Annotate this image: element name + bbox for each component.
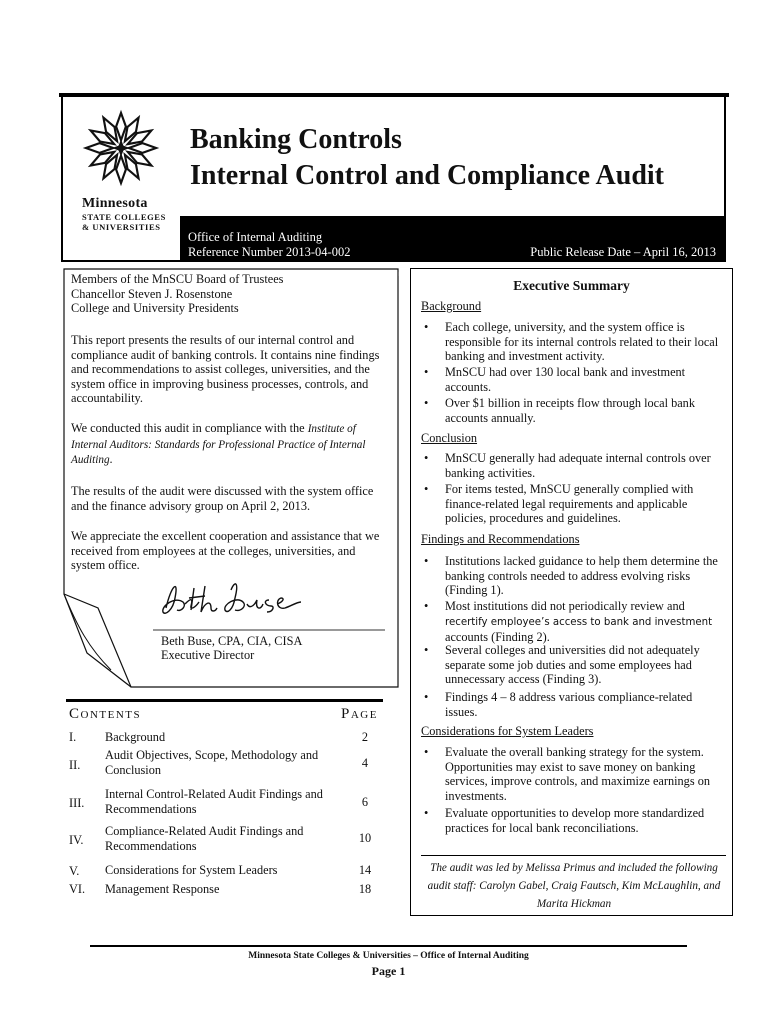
list-item: • Several colleges and universities did not adequately separate some job duties and some employees had unnecessary access (Finding 3). — [424, 643, 700, 687]
contents-heading: CONTENTS — [69, 706, 142, 722]
contents-item-title: Audit Objectives, Scope, Methodology and Conclusion — [105, 748, 319, 777]
standards-title: Institute of Internal Auditors: Standards for Professional Practice of Internal Auditing — [71, 423, 366, 466]
letter-paragraph: The results of the audit were discussed with the system office and the finance advisory group on April 2, 2013. — [71, 484, 374, 513]
signer-title: Executive Director — [161, 648, 255, 662]
reference-number: Reference Number 2013-04-002 — [188, 245, 351, 259]
letter-box — [63, 268, 399, 688]
page-title: Banking Controls — [190, 124, 402, 155]
letter-text: We conducted this audit in compliance with the — [71, 421, 308, 435]
list-item: • Evaluate opportunities to develop more standardized practices for local bank reconciliations. — [424, 806, 705, 835]
bullet-text: Most institutions did not periodically review and — [445, 599, 685, 613]
contents-item-title: Management Response — [105, 882, 220, 896]
footer-rule — [90, 945, 687, 947]
letter-paragraph: This report presents the results of our internal control and compliance audit of banking controls. It contains nine findings and recommendations to assist colleges, universities, and the system office in improving business processes, controls, and accountability. — [71, 333, 380, 405]
letter-paragraph: We appreciate the excellent cooperation and assistance that we received from employees at the colleges, universities, and system office. — [71, 529, 380, 572]
contents-heading-text: ONTENTS — [80, 709, 142, 721]
contents-item-title: Considerations for System Leaders — [105, 863, 278, 877]
section-heading-background: Background — [421, 299, 482, 313]
star-burst-icon — [82, 108, 160, 188]
contents-rule — [66, 699, 383, 702]
contents-item-number: V. — [69, 864, 80, 878]
contents-item-page: 4 — [361, 756, 369, 770]
addressee-line: Members of the MnSCU Board of Trustees — [71, 272, 284, 286]
contents-item-title: Internal Control-Related Audit Findings and Recommendations — [105, 787, 323, 816]
contents-item-title: Compliance-Related Audit Findings and Recommendations — [105, 824, 304, 853]
letter-frame — [63, 268, 399, 688]
bullet-text: MnSCU generally had adequate internal controls over banking activities. — [445, 451, 711, 480]
logo-subtitle: STATE COLLEGES — [82, 212, 166, 222]
addressee-line: Chancellor Steven J. Rosenstone — [71, 286, 233, 301]
office-name: Office of Internal Auditing — [188, 230, 323, 244]
bullet-text: Several colleges and universities did not adequately separate some job duties and some employees had unnecessary access (Finding 3). — [445, 643, 700, 687]
letter-text: . — [109, 452, 113, 466]
page-subtitle: Internal Control and Compliance Audit — [190, 160, 664, 191]
bullet-text: Each college, university, and the system office is responsible for its internal controls related to their local banking and investment activity. — [445, 320, 719, 364]
list-item: • Institutions lacked guidance to help them determine the banking controls needed to address evolving risks (Finding 1). — [424, 554, 718, 598]
list-item: • Most institutions did not periodically review and recertify employee’s access to bank and investment accounts (Finding 2). — [424, 599, 713, 645]
title-band — [180, 216, 726, 262]
audit-staff-note: The audit was led by Melissa Primus and included the following audit staff: Carolyn Gabel, Craig Fautsch, Kim McLaughlin, and Marita Hickman — [427, 862, 721, 910]
addressee-line: College and University Presidents — [71, 301, 239, 315]
logo-name: Minnesota — [82, 196, 148, 211]
contents-item-number: VI. — [69, 882, 86, 896]
contents-page-heading-text: AGE — [350, 709, 378, 721]
contents-item-number: IV. — [69, 833, 84, 847]
list-item: • For items tested, MnSCU generally complied with finance-related legal requirements and applicable policies, procedures and guidelines. — [424, 482, 694, 526]
list-item: • Over $1 billion in receipts flow through local bank accounts annually. — [424, 396, 695, 425]
contents-item-number: II. — [69, 758, 81, 772]
bullet-text: Evaluate opportunities to develop more standardized practices for local bank reconciliations. — [445, 806, 705, 835]
bullet-text: Over $1 billion in receipts flow through local bank accounts annually. — [445, 396, 695, 425]
contents-item-page: 14 — [358, 863, 372, 877]
section-heading-considerations: Considerations for System Leaders — [421, 724, 594, 738]
section-heading-conclusion: Conclusion — [421, 431, 478, 445]
bullet-text: recertify employee’s access to bank and investment — [445, 616, 713, 628]
page-number: Page 1 — [371, 964, 406, 978]
signer-name: Beth Buse, CPA, CIA, CISA — [161, 634, 303, 648]
contents-item-page: 18 — [358, 882, 372, 896]
contents-item-title: Background — [105, 730, 166, 744]
bullet-text: accounts (Finding 2). — [445, 630, 550, 645]
staff-note-rule — [421, 855, 726, 856]
list-item: • Evaluate the overall banking strategy for the system. Opportunities may exist to save money on banking services, improve controls, and maximize earnings on investments. — [424, 745, 710, 803]
contents-page-heading: PAGE — [341, 706, 378, 722]
list-item: • MnSCU had over 130 local bank and investment accounts. — [424, 365, 686, 394]
bullet-text: For items tested, MnSCU generally complied with finance-related legal requirements and applicable policies, procedures and guidelines. — [445, 482, 694, 526]
list-item: • Findings 4 – 8 address various compliance-related issues. — [424, 690, 693, 719]
contents-item-page: 2 — [361, 730, 369, 744]
contents-item-page: 10 — [358, 831, 372, 845]
contents-item-number: III. — [69, 796, 85, 810]
logo-subtitle: & UNIVERSITIES — [82, 222, 161, 232]
contents-item-number: I. — [69, 730, 77, 744]
executive-summary-title: Executive Summary — [513, 278, 630, 293]
bullet-text: Institutions lacked guidance to help them determine the banking controls needed to address evolving risks (Finding 1). — [445, 554, 718, 598]
bullet-text: Evaluate the overall banking strategy for the system. Opportunities may exist to save money on banking services, improve controls, and maximize earnings on investments. — [445, 745, 710, 803]
bullet-text: Findings 4 – 8 address various compliance-related issues. — [445, 690, 693, 719]
list-item: • MnSCU generally had adequate internal controls over banking activities. — [424, 451, 711, 480]
footer-organization: Minnesota State Colleges & Universities – Office of Internal Auditing — [248, 951, 529, 961]
contents-item-page: 6 — [361, 795, 369, 809]
bullet-text: MnSCU had over 130 local bank and investment accounts. — [445, 365, 686, 394]
list-item: • Each college, university, and the system office is responsible for its internal controls related to their local banking and investment activity. — [424, 320, 719, 364]
letter-paragraph — [71, 421, 389, 468]
release-date: Public Release Date – April 16, 2013 — [530, 245, 716, 259]
section-heading-findings: Findings and Recommendations — [421, 532, 580, 546]
